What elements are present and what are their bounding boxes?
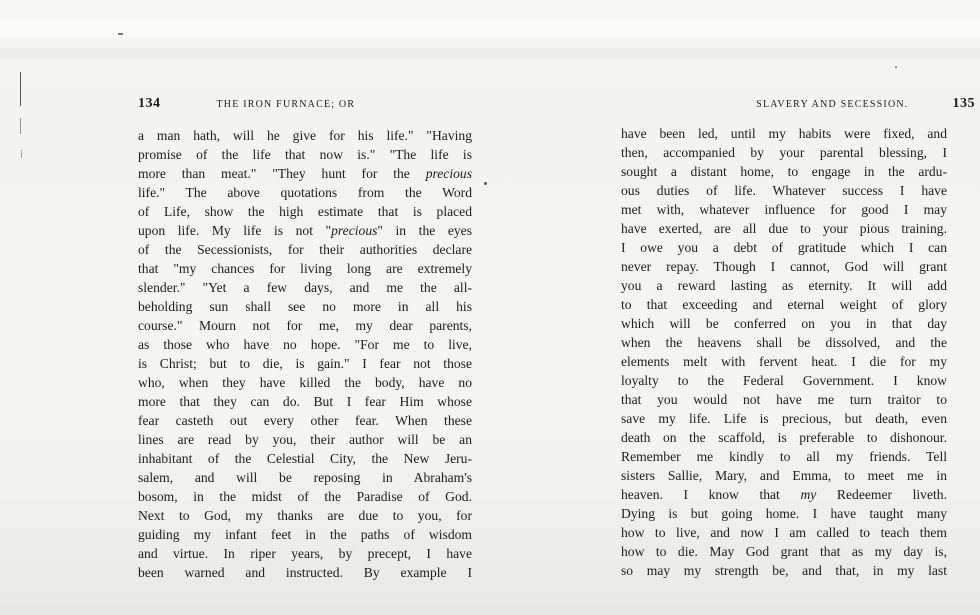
text-line: ous duties of life. Whatever success I have bbox=[621, 183, 947, 198]
page-number: 134 bbox=[138, 96, 161, 111]
left-page-header bbox=[138, 96, 478, 116]
text-line: more than meat." "They hunt for the precious bbox=[138, 166, 472, 181]
text-line: bosom, in the midst of the Paradise of God. bbox=[138, 489, 472, 504]
text-line: is Christ; but to die, is gain." I fear not those bbox=[138, 356, 472, 371]
right-page-header bbox=[695, 96, 975, 116]
right-page-body bbox=[621, 124, 947, 580]
text-line: promise of the life that now is." "The life is bbox=[138, 147, 472, 162]
text-line: life." The above quotations from the Word bbox=[138, 185, 472, 200]
text-line: who, when they have killed the body, have no bbox=[138, 375, 472, 390]
text-line: Remember me kindly to all my friends. Tell bbox=[621, 449, 947, 464]
text-line: of Life, show the high estimate that is placed bbox=[138, 204, 472, 219]
running-head: THE IRON FURNACE; OR bbox=[216, 99, 356, 110]
text-line: to that exceeding and eternal weight of glory bbox=[621, 297, 947, 312]
text-line: save my life. Life is precious, but death, even bbox=[621, 411, 947, 426]
text-line: have been led, until my habits were fixed, and bbox=[621, 126, 947, 141]
text-line: beholding sun shall see no more in all his bbox=[138, 299, 472, 314]
text-line: Next to God, my thanks are due to you, for bbox=[138, 508, 472, 523]
text-line: I owe you a debt of gratitude which I can bbox=[621, 240, 947, 255]
text-line: and virtue. In riper years, by precept, I have bbox=[138, 546, 472, 561]
text-line: that "my chances for living long are extremely bbox=[138, 261, 472, 276]
text-line: a man hath, will he give for his life." "Having bbox=[138, 128, 472, 143]
text-line: Dying is but going home. I have taught many bbox=[621, 506, 947, 521]
text-line: loyalty to the Federal Government. I know bbox=[621, 373, 947, 388]
text-line: death on the scaffold, is preferable to dishonour. bbox=[621, 430, 947, 445]
text-line: that you would not have me turn traitor to bbox=[621, 392, 947, 407]
text-line: so may my strength be, and that, in my last bbox=[621, 563, 947, 578]
text-line: inhabitant of the Celestial City, the New Jeru- bbox=[138, 451, 472, 466]
text-line: salem, and will be reposing in Abraham's bbox=[138, 470, 472, 485]
text-line: been warned and instructed. By example I bbox=[138, 565, 472, 580]
text-line: course." Mourn not for me, my dear parents, bbox=[138, 318, 472, 333]
text-line: then, accompanied by your parental blessing, I bbox=[621, 145, 947, 160]
text-line: of the Secessionists, for their authorities declare bbox=[138, 242, 472, 257]
text-line: slender." "Yet a few days, and me the all- bbox=[138, 280, 472, 295]
text-line: you a reward lasting as eternity. It will add bbox=[621, 278, 947, 293]
text-line: sought a distant home, to engage in the ardu- bbox=[621, 164, 947, 179]
text-line: when the heavens shall be dissolved, and the bbox=[621, 335, 947, 350]
text-line: fear casteth out every other fear. When these bbox=[138, 413, 472, 428]
text-line: elements melt with fervent heat. I die for my bbox=[621, 354, 947, 369]
text-line: upon life. My life is not "precious" in the eyes bbox=[138, 223, 472, 238]
text-line: guiding my infant feet in the paths of wisdom bbox=[138, 527, 472, 542]
text-line: lines are read by you, their author will be an bbox=[138, 432, 472, 447]
text-line: more that they can do. But I fear Him whose bbox=[138, 394, 472, 409]
text-line: heaven. I know that my Redeemer liveth. bbox=[621, 487, 947, 502]
text-line: have exerted, are all due to your pious training. bbox=[621, 221, 947, 236]
text-line: which will be conferred on you in that day bbox=[621, 316, 947, 331]
text-line: how to live, and now I am called to teach them bbox=[621, 525, 947, 540]
text-line: met with, whatever influence for good I may bbox=[621, 202, 947, 217]
text-line: as those who have no hope. "For me to live, bbox=[138, 337, 472, 352]
text-line: sisters Sallie, Mary, and Emma, to meet me in bbox=[621, 468, 947, 483]
left-page-body bbox=[138, 126, 472, 582]
running-head: SLAVERY AND SECESSION. bbox=[756, 99, 909, 110]
text-line: never repay. Though I cannot, God will grant bbox=[621, 259, 947, 274]
text-line: how to die. May God grant that as my day is, bbox=[621, 544, 947, 559]
page-number: 135 bbox=[952, 96, 975, 111]
